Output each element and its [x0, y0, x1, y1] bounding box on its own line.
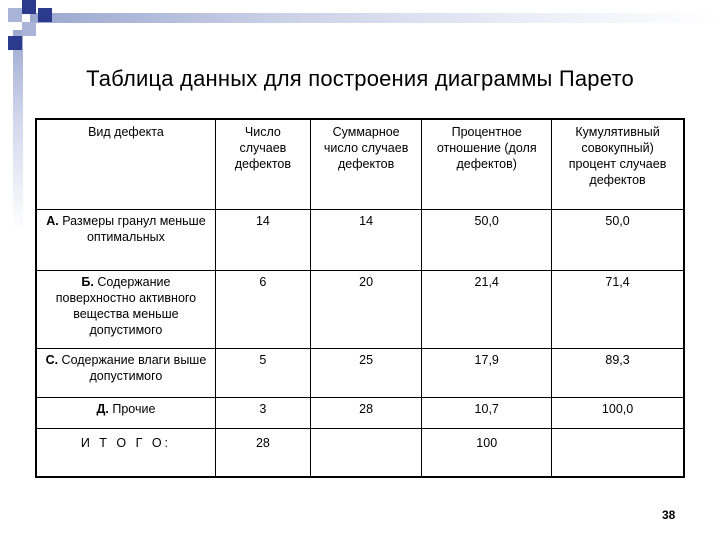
- header-percent: Процентное отношение (доля дефектов): [422, 119, 552, 210]
- decorative-top-bar: [30, 13, 720, 23]
- cumulative-percent-cell: 89,3: [552, 349, 684, 398]
- defect-cell: [36, 349, 215, 398]
- cumulative-count-cell: 14: [310, 210, 421, 271]
- decorative-left-bar: [13, 30, 23, 230]
- percent-cell: 10,7: [422, 398, 552, 429]
- cumulative-percent-cell: 50,0: [552, 210, 684, 271]
- cumulative-count-cell: 28: [310, 398, 421, 429]
- header-cumulative-count: Суммарное число случаев дефектов: [310, 119, 421, 210]
- table-header-row: [36, 119, 684, 210]
- decorative-square-3: [38, 8, 52, 22]
- cumulative-percent-cell: 71,4: [552, 271, 684, 349]
- total-empty-cell: [310, 429, 421, 478]
- percent-cell: 17,9: [422, 349, 552, 398]
- defect-text: Размеры гранул меньше оптимальных: [62, 214, 206, 244]
- cumulative-count-cell: 20: [310, 271, 421, 349]
- defect-cell: [36, 271, 215, 349]
- decorative-square-5: [8, 36, 22, 50]
- total-count: 28: [215, 429, 310, 478]
- header-cumulative-percent: Кумулятивный совокупный) процент случаев дефектов: [552, 119, 684, 210]
- defect-prefix: Д.: [96, 402, 109, 416]
- count-cell: 6: [215, 271, 310, 349]
- defect-prefix: Б.: [81, 275, 94, 289]
- cumulative-count-cell: 25: [310, 349, 421, 398]
- defect-cell: [36, 210, 215, 271]
- table-row: [36, 271, 684, 349]
- defect-text: Содержание поверхностно активного вещества меньше допустимого: [55, 275, 197, 337]
- count-cell: 3: [215, 398, 310, 429]
- page-number: 38: [662, 508, 676, 522]
- defect-text: Прочие: [112, 402, 156, 416]
- defect-text: Содержание влаги выше допустимого: [61, 353, 207, 383]
- count-cell: 5: [215, 349, 310, 398]
- defect-prefix: А.: [46, 214, 59, 228]
- cumulative-percent-cell: 100,0: [552, 398, 684, 429]
- total-percent: 100: [422, 429, 552, 478]
- defect-prefix: С.: [45, 353, 59, 367]
- total-label: И Т О Г О:: [36, 429, 215, 478]
- table-row: [36, 349, 684, 398]
- percent-cell: 21,4: [422, 271, 552, 349]
- pareto-data-table: [35, 118, 685, 478]
- total-empty-cell: [552, 429, 684, 478]
- decorative-square-4: [22, 22, 36, 36]
- table-row: [36, 210, 684, 271]
- decorative-square-1: [8, 8, 22, 22]
- total-row: [36, 429, 684, 478]
- percent-cell: 50,0: [422, 210, 552, 271]
- header-defect-count: Число случаев дефектов: [215, 119, 310, 210]
- table-row: [36, 398, 684, 429]
- count-cell: 14: [215, 210, 310, 271]
- slide-title: Таблица данных для построения диаграммы Парето: [86, 66, 634, 91]
- decorative-square-2: [22, 0, 36, 14]
- header-defect-type: Вид дефекта: [36, 119, 215, 210]
- defect-cell: [36, 398, 215, 429]
